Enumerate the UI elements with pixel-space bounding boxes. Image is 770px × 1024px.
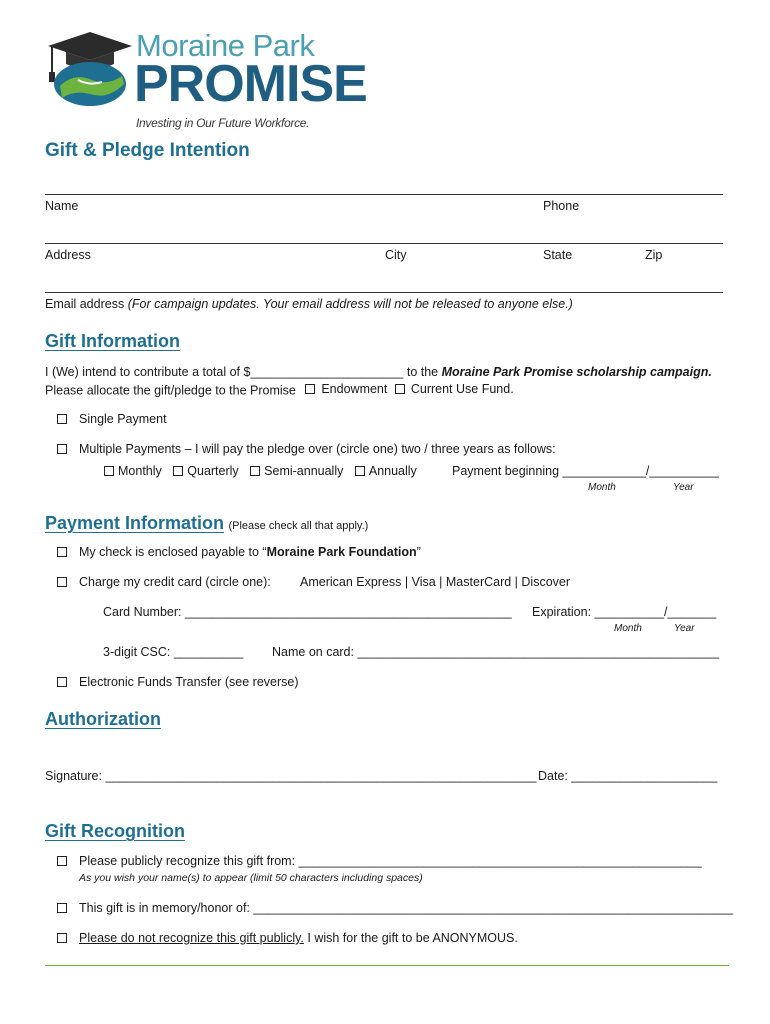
phone-label: Phone — [543, 199, 580, 213]
logo-name-top: Moraine Park — [136, 28, 315, 63]
single-payment-label: Single Payment — [79, 412, 167, 426]
eft-label: Electronic Funds Transfer (see reverse) — [79, 675, 299, 689]
logo-tagline: Investing in Our Future Workforce. — [136, 116, 310, 130]
public-recognition-checkbox[interactable] — [57, 856, 67, 866]
monthly-checkbox[interactable] — [104, 466, 114, 476]
email-note: (For campaign updates. Your email address will not be released to anyone else.) — [127, 297, 573, 311]
name-phone-rule[interactable] — [45, 194, 723, 195]
multiple-payments-label: Multiple Payments – I will pay the pledge over (circle one) two / three years as follows: — [79, 442, 556, 456]
credit-card-checkbox[interactable] — [57, 577, 67, 587]
email-rule[interactable] — [45, 292, 723, 293]
memory-honor-option — [57, 901, 733, 916]
contribution-line — [45, 365, 712, 380]
endowment-label: Endowment — [321, 382, 388, 396]
logo — [44, 28, 367, 136]
address-label: Address — [45, 248, 91, 262]
payment-information-note: (Please check all that apply.) — [228, 520, 369, 532]
authorization-heading: Authorization — [45, 709, 161, 729]
multiple-payments-checkbox[interactable] — [57, 444, 67, 454]
check-option — [57, 545, 421, 560]
expiration-field[interactable]: Expiration: __________/_______ — [532, 605, 717, 619]
quarterly-label: Quarterly — [187, 464, 239, 478]
gift-information-heading: Gift Information — [45, 331, 180, 351]
anonymous-option — [57, 931, 518, 946]
monthly-label: Monthly — [118, 464, 162, 478]
logo-name-bottom: PROMISE — [134, 55, 367, 113]
signature-field[interactable]: Signature: ______________________________________________________________ — [45, 769, 537, 783]
credit-card-label: Charge my credit card (circle one): — [79, 575, 271, 589]
footer-divider — [45, 965, 729, 966]
single-payment-checkbox[interactable] — [57, 414, 67, 424]
logo-graduation-handshake-icon — [44, 28, 136, 108]
credit-card-option — [57, 575, 271, 590]
annually-label: Annually — [368, 464, 417, 478]
page-title: Gift & Pledge Intention — [45, 140, 250, 161]
anonymous-checkbox[interactable] — [57, 933, 67, 943]
email-label: Email address — [45, 297, 125, 311]
public-recognition-note: As you wish your name(s) to appear (limit 50 characters including spaces) — [79, 872, 423, 884]
allocation-line — [45, 382, 514, 399]
current-use-label: Current Use Fund. — [410, 382, 514, 396]
public-recognition-option — [57, 854, 702, 869]
payment-beginning-month-label: Month — [588, 482, 616, 493]
zip-label: Zip — [645, 248, 663, 262]
check-enclosed-checkbox[interactable] — [57, 547, 67, 557]
payment-information-heading-line — [45, 513, 368, 534]
card-types[interactable]: American Express | Visa | MasterCard | Discover — [300, 575, 571, 589]
date-field[interactable]: Date: _____________________ — [538, 769, 718, 783]
card-number-field[interactable]: Card Number: _______________________________________________ — [103, 605, 512, 619]
state-label: State — [543, 248, 573, 262]
csc-field[interactable]: 3-digit CSC: __________ — [103, 645, 244, 659]
payment-information-heading: Payment Information — [45, 513, 225, 533]
endowment-checkbox[interactable] — [305, 384, 315, 394]
anonymous-label: Please do not recognize this gift publicly. I wish for the gift to be ANONYMOUS. — [79, 931, 518, 945]
campaign-name: Moraine Park Promise scholarship campaign. — [441, 365, 712, 379]
payment-beginning-field[interactable]: Payment beginning ____________/__________ — [452, 464, 719, 478]
expiration-month-label: Month — [614, 623, 642, 634]
public-recognition-field[interactable]: Please publicly recognize this gift from: __________________________________________________________ — [79, 854, 702, 868]
single-payment-option — [57, 412, 167, 427]
email-line — [45, 297, 573, 312]
name-label: Name — [45, 199, 79, 213]
contribution-text: I (We) intend to contribute a total of $______________________ to the — [45, 365, 442, 379]
gift-recognition-heading: Gift Recognition — [45, 821, 185, 841]
expiration-year-label: Year — [674, 623, 695, 634]
eft-option — [57, 675, 299, 690]
check-enclosed-label: My check is enclosed payable to “Moraine Park Foundation” — [79, 545, 421, 559]
eft-checkbox[interactable] — [57, 677, 67, 687]
multiple-payments-option — [57, 442, 556, 457]
quarterly-checkbox[interactable] — [173, 466, 183, 476]
memory-honor-checkbox[interactable] — [57, 903, 67, 913]
annually-checkbox[interactable] — [355, 466, 365, 476]
city-label: City — [385, 248, 407, 262]
frequency-options — [104, 464, 417, 481]
semi-annually-label: Semi-annually — [264, 464, 344, 478]
current-use-checkbox[interactable] — [395, 384, 405, 394]
payee-name: Moraine Park Foundation — [266, 545, 417, 559]
payment-beginning-year-label: Year — [673, 482, 694, 493]
memory-honor-field[interactable]: This gift is in memory/honor of: _____________________________________________________________________ — [79, 901, 734, 915]
name-on-card-field[interactable]: Name on card: ____________________________________________________ — [272, 645, 719, 659]
allocation-text: Please allocate the gift/pledge to the Promise — [45, 383, 296, 398]
semi-annually-checkbox[interactable] — [250, 466, 260, 476]
address-rule[interactable] — [45, 243, 723, 244]
